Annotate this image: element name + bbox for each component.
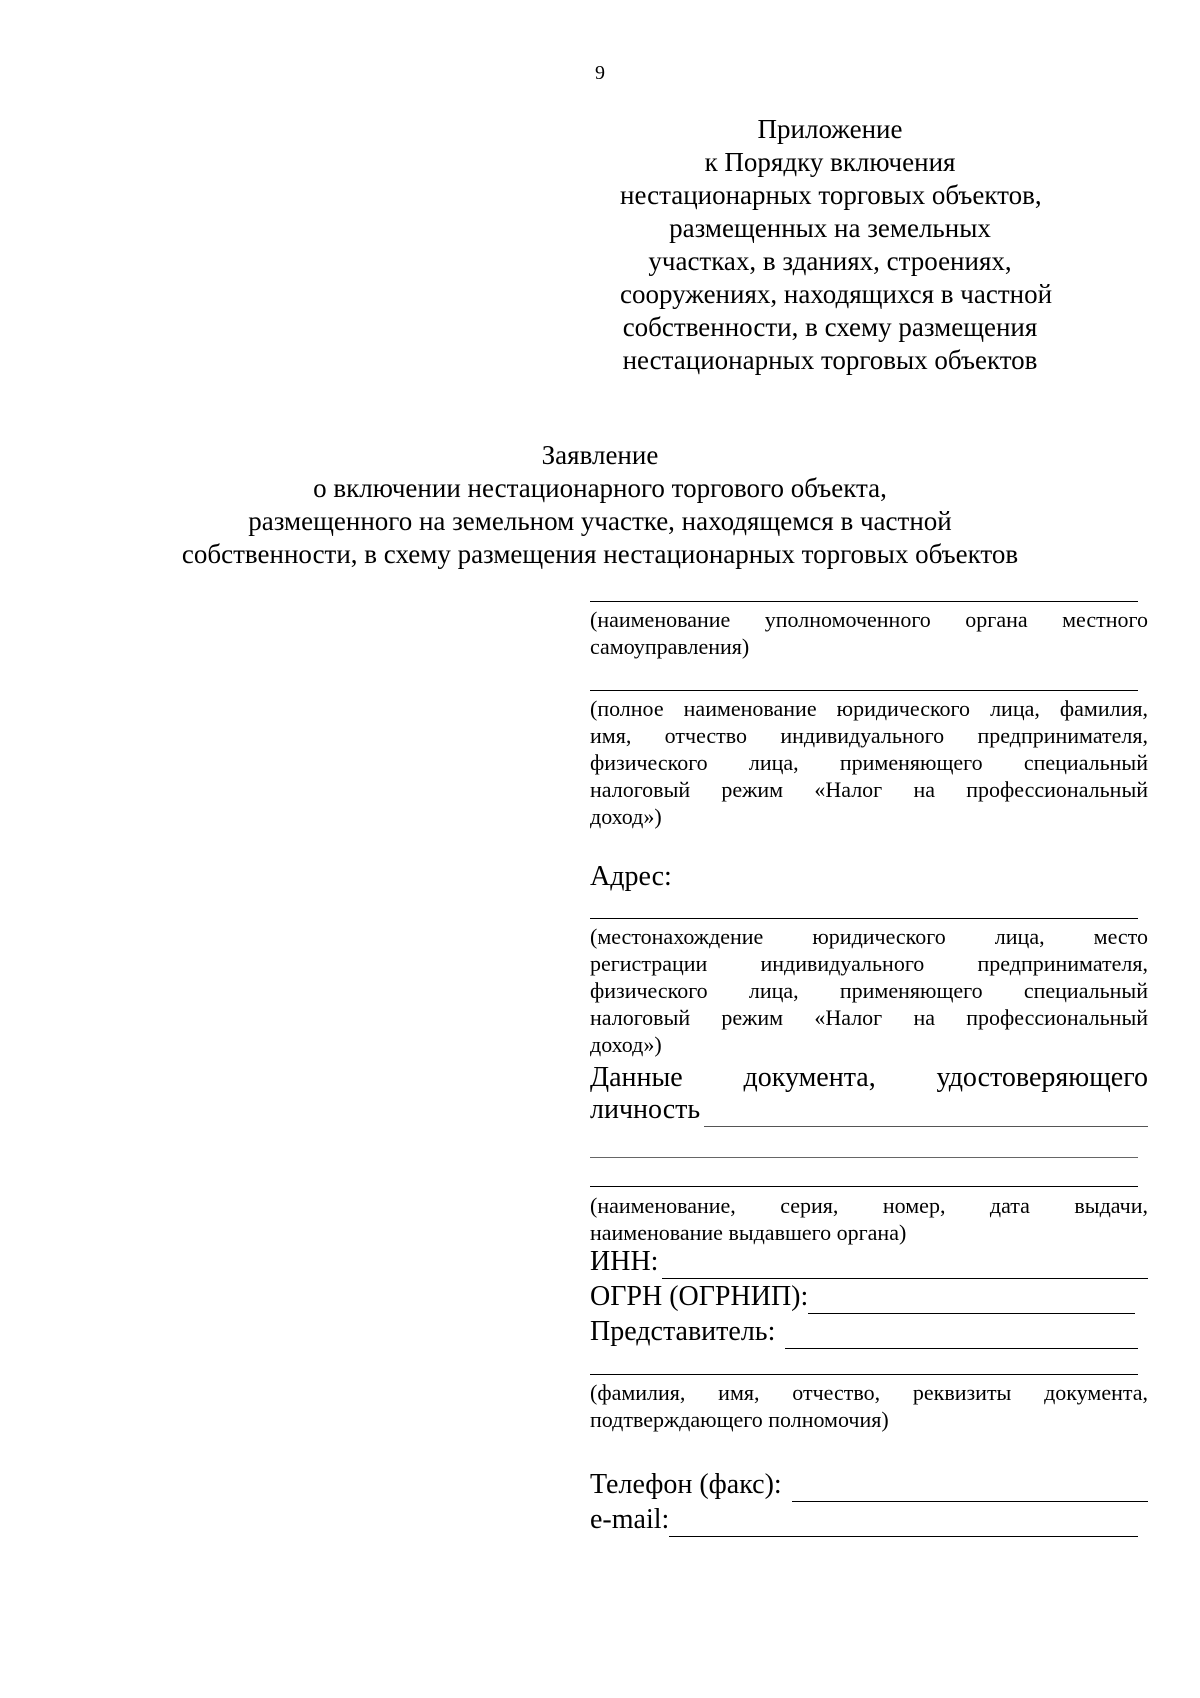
identity-extra-line[interactable]: [590, 1157, 1138, 1158]
ogrn-input-line[interactable]: [808, 1287, 1135, 1314]
identity-field-line[interactable]: [704, 1100, 1148, 1127]
appendix-line: размещенных на земельных: [669, 213, 991, 243]
ogrn-label: ОГРН (ОГРНИП):: [590, 1281, 809, 1312]
applicant-caption: (полное наименование юридического лица, фамилия, имя, отчество индивидуального предпринимателя, физического лица, применяющего специальный налоговый режим «Налог на профессиональный доход»): [590, 696, 1148, 829]
applicant-field-line[interactable]: [590, 690, 1138, 691]
email-label: e-mail:: [590, 1504, 670, 1535]
title-line: собственности, в схему размещения нестационарных торговых объектов: [181, 539, 1019, 569]
phone-field[interactable]: [590, 1468, 1148, 1502]
ogrn-field[interactable]: [590, 1280, 1135, 1314]
identity-label-line2: личность: [590, 1094, 701, 1125]
representative-caption: (фамилия, имя, отчество, реквизиты документа, подтверждающего полномочия): [590, 1380, 1148, 1432]
authority-field-line[interactable]: [590, 601, 1138, 602]
title-line: о включении нестационарного торгового объекта,: [313, 473, 887, 503]
page-number: 9: [595, 62, 605, 84]
identity-extra-line-2[interactable]: [590, 1186, 1138, 1187]
authority-caption: (наименование уполномоченного органа местного самоуправления): [590, 607, 1148, 659]
appendix-line: нестационарных торговых объектов,: [620, 180, 1042, 210]
document-title: [100, 439, 1100, 571]
inn-input-line[interactable]: [662, 1252, 1148, 1279]
inn-field[interactable]: [590, 1245, 1148, 1279]
appendix-line: Приложение: [757, 114, 903, 144]
email-input-line[interactable]: [669, 1510, 1138, 1537]
identity-caption: (наименование, серия, номер, дата выдачи, наименование выдавшего органа): [590, 1193, 1148, 1245]
address-field-line[interactable]: [590, 918, 1138, 919]
address-caption: (местонахождение юридического лица, место регистрации индивидуального предпринимателя, физического лица, применяющего специальный налоговый режим «Налог на профессиональный доход»): [590, 924, 1148, 1057]
address-label: Адрес:: [590, 861, 672, 892]
appendix-line: нестационарных торговых объектов: [622, 345, 1038, 375]
title-line: размещенного на земельном участке, находящемся в частной: [248, 506, 952, 536]
identity-field[interactable]: [590, 1093, 1148, 1127]
appendix-line: к Порядку включения: [704, 147, 956, 177]
representative-label: Представитель:: [590, 1316, 776, 1347]
title-line: Заявление: [541, 440, 659, 470]
email-field[interactable]: [590, 1503, 1138, 1537]
identity-label-line1: Данные документа, удостоверяющего: [590, 1062, 1148, 1093]
representative-input-line[interactable]: [785, 1322, 1138, 1349]
representative-extra-line[interactable]: [590, 1374, 1138, 1375]
appendix-line: сооружениях, находящихся в частной: [620, 279, 1053, 309]
appendix-line: собственности, в схему размещения: [622, 312, 1038, 342]
appendix-header: [620, 113, 1053, 377]
inn-label: ИНН:: [590, 1246, 659, 1277]
appendix-line: участках, в зданиях, строениях,: [648, 246, 1012, 276]
representative-field[interactable]: [590, 1315, 1138, 1349]
phone-input-line[interactable]: [792, 1475, 1148, 1502]
phone-label: Телефон (факс):: [590, 1469, 782, 1500]
